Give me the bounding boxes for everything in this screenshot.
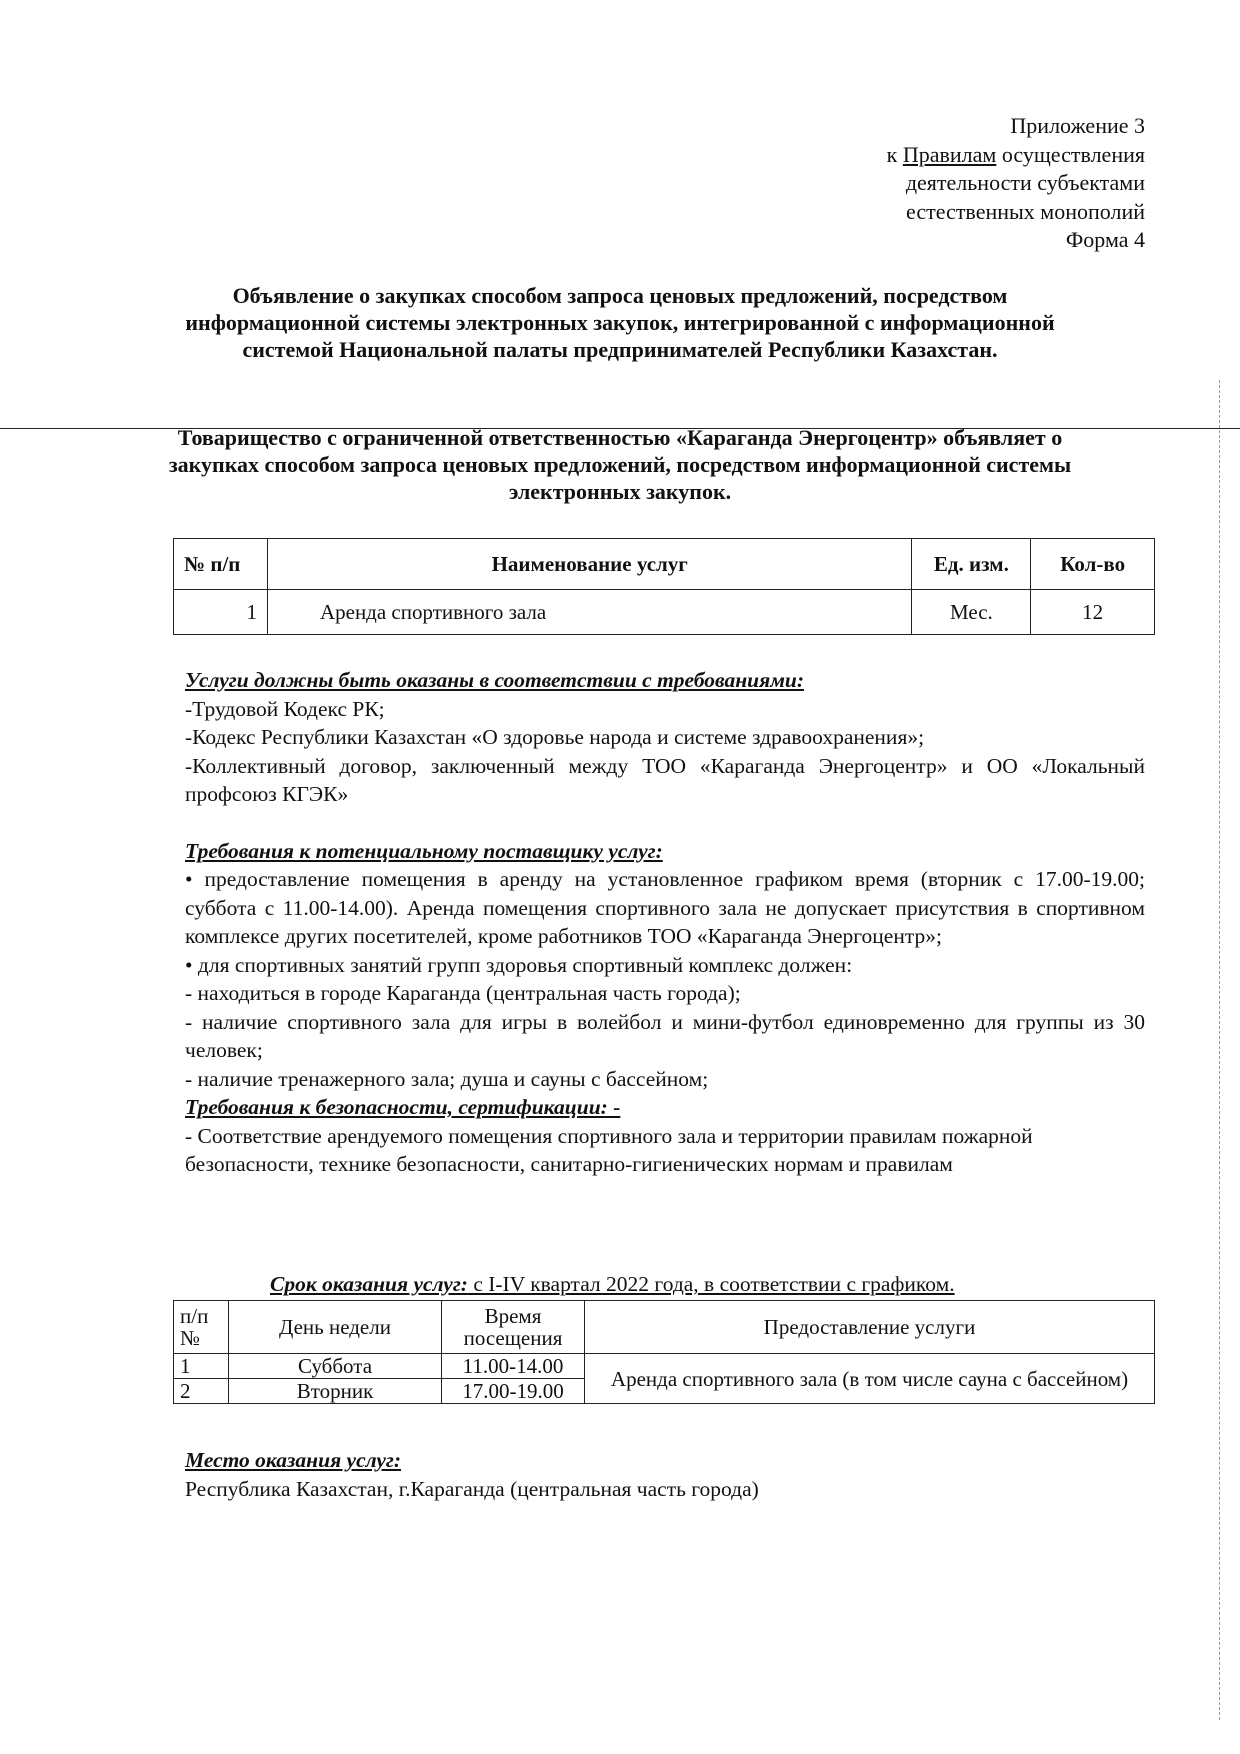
header-number: № п/п bbox=[174, 539, 268, 590]
place-text: Республика Казахстан, г.Караганда (центральная часть города) bbox=[185, 1477, 759, 1501]
list-item: • предоставление помещения в аренду на установленное графиком время (вторник с 17.00-19.00; суббота с 11.00-14.00). Аренда помещения спортивного зала не допускает присутствия в спортивном комплексе других посетителей, кроме работников ТОО «Караганда Энергоцентр»; bbox=[185, 867, 1145, 948]
document-title: Объявление о закупках способом запроса ценовых предложений, посредством информационной системы электронных закупок, интегрированной с информационной системой Национальной палаты предпринимателей Республики Казахстан. bbox=[185, 283, 1055, 362]
list-item: -Трудовой Кодекс РК; bbox=[185, 696, 385, 721]
requirements-heading: Услуги должны быть оказаны в соответствии с требованиями: bbox=[185, 668, 805, 692]
service-place bbox=[185, 1446, 1145, 1504]
table-row bbox=[174, 590, 1155, 635]
form-number: Форма 4 bbox=[1065, 227, 1145, 252]
scan-edge bbox=[1219, 380, 1220, 1720]
header-quantity: Кол-во bbox=[1031, 539, 1155, 590]
row-number: 1 bbox=[174, 590, 268, 635]
header-number: п/п № bbox=[174, 1301, 229, 1354]
list-item: - наличие спортивного зала для игры в волейбол и мини-футбол единовременно для группы из 30 человек; bbox=[185, 1009, 1145, 1062]
row-number: 1 bbox=[174, 1354, 229, 1379]
document-subtitle: Товарищество с ограниченной ответственностью «Караганда Энергоцентр» объявляет о закупках способом запроса ценовых предложений, посредством информационной системы электронных закупок. bbox=[168, 425, 1072, 504]
table-row bbox=[174, 1354, 1155, 1379]
row-service: Аренда спортивного зала (в том числе сауна с бассейном) bbox=[585, 1354, 1155, 1404]
appendix-prefix: к bbox=[886, 141, 903, 167]
header-time: Время посещения bbox=[442, 1301, 585, 1354]
safety-heading: Требования к безопасности, сертификации: - bbox=[185, 1095, 621, 1119]
header-service: Предоставление услуги bbox=[585, 1301, 1155, 1354]
appendix-number: Приложение 3 bbox=[1010, 113, 1145, 138]
safety-text: - Соответствие арендуемого помещения спортивного зала и территории правилам пожарной безопасности, технике безопасности, санитарно-гигиенических нормам и правилам bbox=[185, 1123, 1033, 1176]
services-table-header bbox=[174, 539, 1155, 590]
row-day: Вторник bbox=[229, 1379, 442, 1404]
header-day: День недели bbox=[229, 1301, 442, 1354]
row-time: 11.00-14.00 bbox=[442, 1354, 585, 1379]
services-table bbox=[173, 538, 1155, 635]
list-item: • для спортивных занятий групп здоровья спортивный комплекс должен: bbox=[185, 952, 853, 977]
appendix-line4: естественных монополий bbox=[906, 198, 1145, 224]
schedule-table bbox=[173, 1300, 1155, 1404]
row-service-name: Аренда спортивного зала bbox=[267, 590, 912, 635]
appendix-header bbox=[725, 112, 1145, 255]
header-unit: Ед. изм. bbox=[912, 539, 1031, 590]
appendix-rules-line bbox=[725, 141, 1145, 170]
list-item: - находиться в городе Караганда (центральная часть города); bbox=[185, 981, 741, 1005]
term-text: с I-IV квартал 2022 года, в соответствии с графиком. bbox=[467, 1272, 955, 1296]
list-item: -Кодекс Республики Казахстан «О здоровье народа и системе здравоохранения»; bbox=[185, 725, 925, 749]
row-number: 2 bbox=[174, 1379, 229, 1404]
rules-link[interactable]: Правилам bbox=[902, 141, 997, 167]
supplier-heading: Требования к потенциальному поставщику услуг: bbox=[185, 838, 663, 863]
header-service-name: Наименование услуг bbox=[267, 539, 912, 590]
list-item: - наличие тренажерного зала; душа и сауны с бассейном; bbox=[185, 1066, 709, 1091]
row-quantity: 12 bbox=[1031, 590, 1155, 635]
list-item: -Коллективный договор, заключенный между ТОО «Караганда Энергоцентр» и ОО «Локальный профсоюз КГЭК» bbox=[185, 753, 1145, 806]
term-heading: Срок оказания услуг: bbox=[270, 1272, 468, 1296]
appendix-suffix: осуществления bbox=[996, 141, 1145, 167]
row-day: Суббота bbox=[229, 1354, 442, 1379]
row-time: 17.00-19.00 bbox=[442, 1379, 585, 1404]
service-term bbox=[270, 1270, 1070, 1298]
place-heading: Место оказания услуг: bbox=[185, 1448, 401, 1472]
appendix-line3: деятельности субъектами bbox=[905, 170, 1145, 195]
requirements-body bbox=[185, 666, 1145, 1179]
row-unit: Мес. bbox=[912, 590, 1031, 635]
schedule-table-header bbox=[174, 1301, 1155, 1354]
